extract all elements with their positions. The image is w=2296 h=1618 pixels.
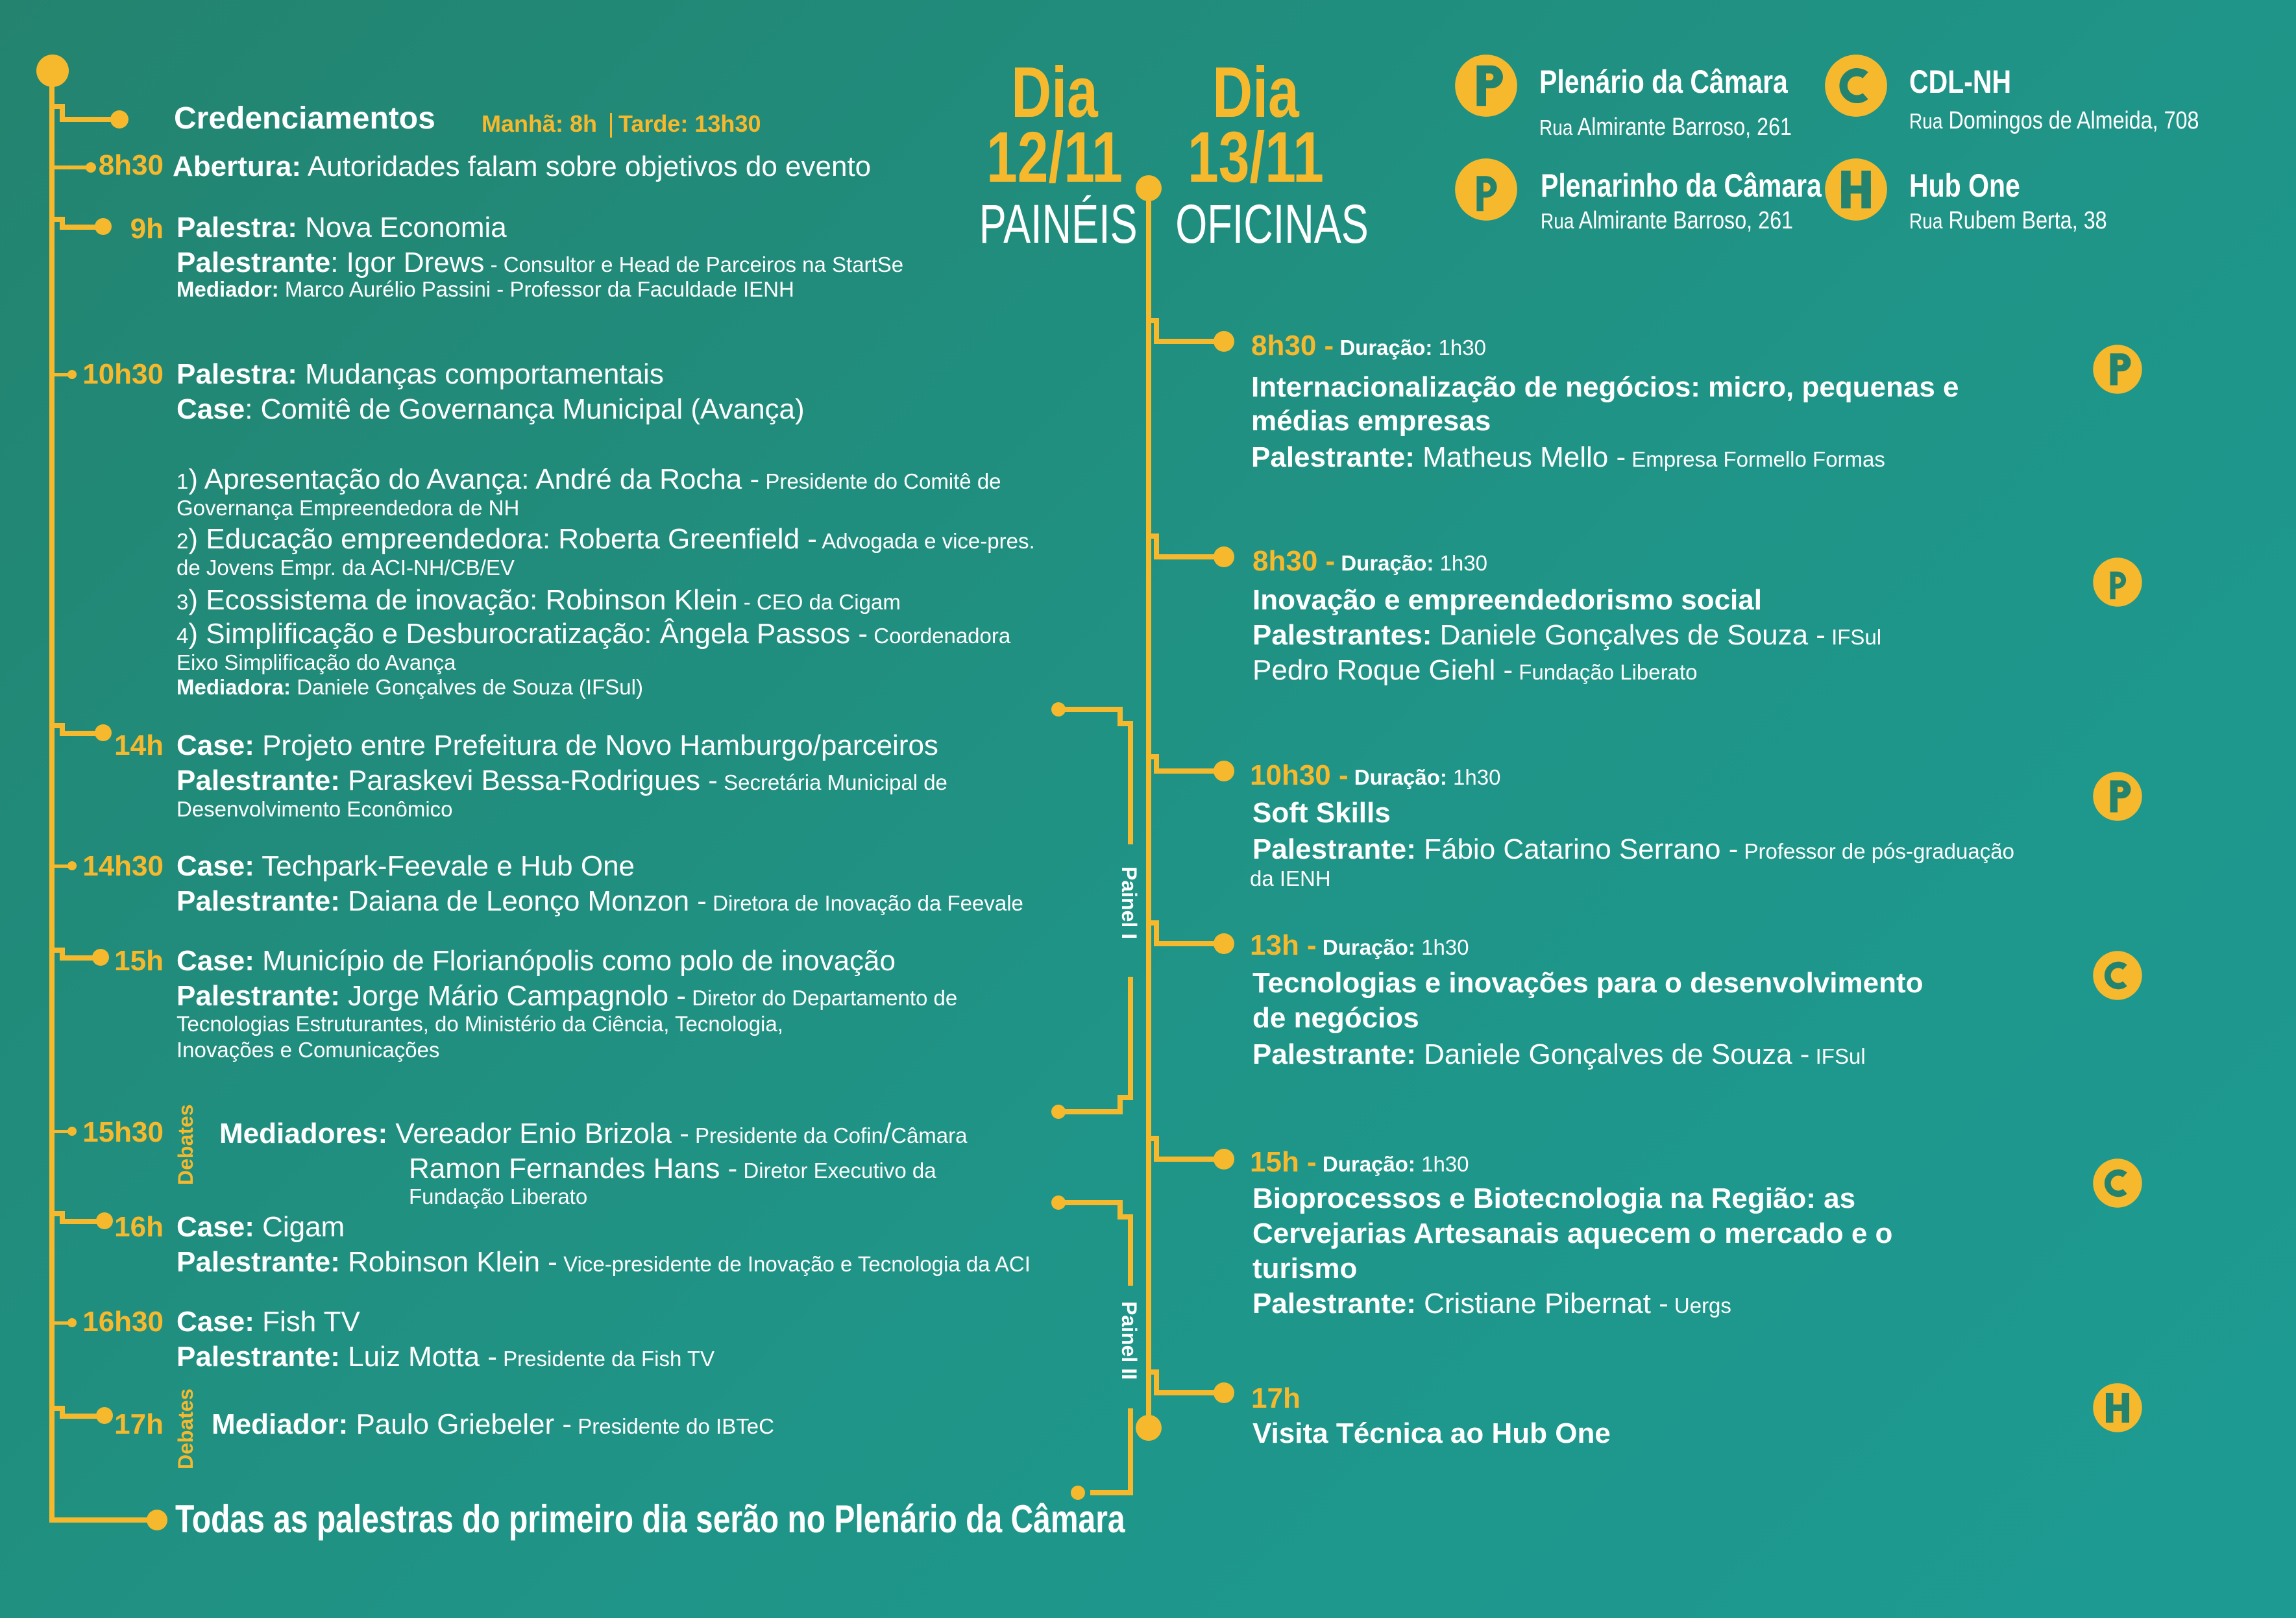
day1-type: PAINÉIS xyxy=(979,193,1138,254)
session-14h-title: Case: Projeto entre Prefeitura de Novo Hamburgo/parceiros xyxy=(177,729,938,761)
session-1630-title: Case: Fish TV xyxy=(177,1306,360,1338)
workshop-3-speaker-cont: da IENH xyxy=(1250,866,1331,890)
legend-plenarinho-name: Plenarinho da Câmara xyxy=(1541,167,1822,204)
time-16h30: 16h30 xyxy=(82,1306,164,1338)
session-1030-item2: 2) Educação empreendedora: Roberta Greenfield - Advogada e vice-pres. xyxy=(177,523,1035,555)
legend-hubone-name: Hub One xyxy=(1909,167,2020,204)
session-9h-mediator: Mediador: Marco Aurélio Passini - Professor da Faculdade IENH xyxy=(177,277,794,301)
session-1430-title: Case: Techpark-Feevale e Hub One xyxy=(177,850,635,882)
session-1030-item4-cont: Eixo Simplificação do Avança xyxy=(177,650,456,674)
hubone-icon xyxy=(1822,156,1890,223)
workshop-1-speaker: Palestrante: Matheus Mello - Empresa Formello Formas xyxy=(1251,441,1885,473)
workshop-1-venue-plenario-icon xyxy=(2091,343,2144,396)
workshop-4-time: 13h - Duração: 1h30 xyxy=(1250,929,1469,961)
time-17h: 17h xyxy=(114,1408,164,1440)
legend-plenario-address: Rua Almirante Barroso, 261 xyxy=(1539,114,1792,141)
workshop-2-venue-plenarinho-icon xyxy=(2091,556,2144,609)
plenario-icon xyxy=(1452,52,1520,119)
debates-label-2: Debates xyxy=(174,1388,197,1469)
session-1530-mediators: Mediadores: Vereador Enio Brizola - Presidente da Cofin/Câmara xyxy=(219,1118,968,1149)
workshop-2-time: 8h30 - Duração: 1h30 xyxy=(1252,545,1487,577)
session-1030-item1-cont: Governança Empreendedora de NH xyxy=(177,496,520,520)
footer-note: Todas as palestras do primeiro dia serão no Plenário da Câmara xyxy=(175,1497,1125,1541)
session-1030-mediator: Mediadora: Daniele Gonçalves de Souza (IFSul) xyxy=(177,675,643,699)
session-1530-mediator2: Ramon Fernandes Hans - Diretor Executivo da xyxy=(409,1153,936,1184)
legend-plenario-name: Plenário da Câmara xyxy=(1539,64,1788,100)
day1-date: 12/11 xyxy=(986,117,1123,197)
session-1530-mediator2-cont: Fundação Liberato xyxy=(409,1184,588,1208)
day2-date: 13/11 xyxy=(1188,117,1324,197)
day1-dia: Dia xyxy=(1011,53,1098,132)
workshop-5-title-3: turismo xyxy=(1252,1253,1358,1284)
session-1030-item4: 4) Simplificação e Desburocratização: Ângela Passos - Coordenadora xyxy=(177,618,1011,650)
workshop-1-title: Internacionalização de negócios: micro, pequenas e xyxy=(1251,371,1959,403)
workshop-4-title-2: de negócios xyxy=(1252,1002,1419,1034)
time-10h30: 10h30 xyxy=(82,358,164,390)
cred-times: Manhã: 8h Tarde: 13h30 xyxy=(482,110,761,137)
session-1430-speaker: Palestrante: Daiana de Leonço Monzon - Diretora de Inovação da Feevale xyxy=(177,885,1023,917)
session-15h-title: Case: Município de Florianópolis como polo de inovação xyxy=(177,945,896,977)
cdl-icon xyxy=(1822,52,1890,119)
legend-plenarinho-address: Rua Almirante Barroso, 261 xyxy=(1541,207,1794,234)
debates-label-1: Debates xyxy=(174,1104,197,1185)
cred-title: Credenciamentos xyxy=(174,101,435,136)
visit-title: Visita Técnica ao Hub One xyxy=(1252,1417,1611,1449)
session-17h-mediator: Mediador: Paulo Griebeler - Presidente do IBTeC xyxy=(212,1408,774,1440)
plenarinho-icon xyxy=(1452,156,1520,223)
session-1030-item2-cont: de Jovens Empr. da ACI-NH/CB/EV xyxy=(177,556,515,580)
workshop-5-speaker: Palestrante: Cristiane Pibernat - Uergs xyxy=(1252,1288,1731,1319)
day2-type: OFICINAS xyxy=(1175,193,1369,254)
session-9h-title: Palestra: Nova Economia xyxy=(177,212,507,243)
workshop-4-title: Tecnologias e inovações para o desenvolvimento xyxy=(1252,967,1924,999)
workshop-5-title: Bioprocessos e Biotecnologia na Região: as xyxy=(1252,1183,1856,1214)
workshop-3-title: Soft Skills xyxy=(1252,797,1391,829)
session-15h-speaker-cont1: Tecnologias Estruturantes, do Ministério da Ciência, Tecnologia, xyxy=(177,1012,783,1036)
workshop-2-title: Inovação e empreendedorismo social xyxy=(1252,584,1762,616)
workshop-5-venue-cdl-icon xyxy=(2091,1157,2144,1210)
session-15h-speaker-cont2: Inovações e Comunicações xyxy=(177,1038,440,1062)
session-9h-speaker: Palestrante: Igor Drews - Consultor e Head de Parceiros na StartSe xyxy=(177,247,904,278)
session-1030-title: Palestra: Mudanças comportamentais xyxy=(177,358,664,390)
session-1030-item1: 1) Apresentação do Avança: André da Rocha - Presidente do Comitê de xyxy=(177,463,1001,495)
workshop-2-speaker: Palestrantes: Daniele Gonçalves de Souza - IFSul xyxy=(1252,619,1882,651)
workshop-3-time: 10h30 - Duração: 1h30 xyxy=(1250,759,1501,791)
session-1630-speaker: Palestrante: Luiz Motta - Presidente da Fish TV xyxy=(177,1341,715,1373)
legend-hubone-address: Rua Rubem Berta, 38 xyxy=(1909,207,2107,234)
abertura-line: Abertura: Autoridades falam sobre objetivos do evento xyxy=(173,151,872,182)
session-1030-item3: 3) Ecossistema de inovação: Robinson Klein - CEO da Cigam xyxy=(177,584,901,616)
time-8h30: 8h30 xyxy=(98,149,164,181)
time-9h: 9h xyxy=(130,213,164,245)
session-16h-speaker: Palestrante: Robinson Klein - Vice-presidente de Inovação e Tecnologia da ACI xyxy=(177,1246,1031,1278)
workshop-3-venue-plenario-icon xyxy=(2091,770,2144,823)
workshop-3-speaker: Palestrante: Fábio Catarino Serrano - Professor de pós-graduação xyxy=(1252,833,2014,865)
time-14h30: 14h30 xyxy=(82,850,164,882)
time-15h30: 15h30 xyxy=(82,1116,164,1148)
workshop-5-time: 15h - Duração: 1h30 xyxy=(1250,1146,1469,1178)
time-14h: 14h xyxy=(114,729,164,761)
session-16h-title: Case: Cigam xyxy=(177,1211,345,1243)
workshop-1-time: 8h30 - Duração: 1h30 xyxy=(1251,330,1486,362)
session-1030-case: Case: Comitê de Governança Municipal (Avança) xyxy=(177,393,805,425)
session-15h-speaker: Palestrante: Jorge Mário Campagnolo - Diretor do Departamento de xyxy=(177,980,958,1012)
workshop-4-speaker: Palestrante: Daniele Gonçalves de Souza - IFSul xyxy=(1252,1038,1866,1070)
workshop-2-speaker-2: Pedro Roque Giehl - Fundação Liberato xyxy=(1252,654,1698,686)
painel-2-label: Painel II xyxy=(1117,1301,1141,1380)
visit-time: 17h xyxy=(1251,1382,1301,1414)
session-14h-speaker-cont: Desenvolvimento Econômico xyxy=(177,797,453,821)
workshop-4-venue-cdl-icon xyxy=(2091,949,2144,1002)
time-16h: 16h xyxy=(114,1211,164,1243)
painel-1-label: Painel I xyxy=(1117,866,1141,940)
session-14h-speaker: Palestrante: Paraskevi Bessa-Rodrigues - Secretária Municipal de xyxy=(177,765,947,796)
legend-cdl-address: Rua Domingos de Almeida, 708 xyxy=(1909,107,2199,134)
day2-dia: Dia xyxy=(1212,53,1299,132)
time-15h: 15h xyxy=(114,945,164,977)
legend-cdl-name: CDL-NH xyxy=(1909,64,2012,100)
visit-venue-hubone-icon xyxy=(2091,1381,2144,1434)
workshop-1-title-2: médias empresas xyxy=(1251,405,1491,437)
workshop-5-title-2: Cervejarias Artesanais aquecem o mercado e o xyxy=(1252,1218,1893,1249)
